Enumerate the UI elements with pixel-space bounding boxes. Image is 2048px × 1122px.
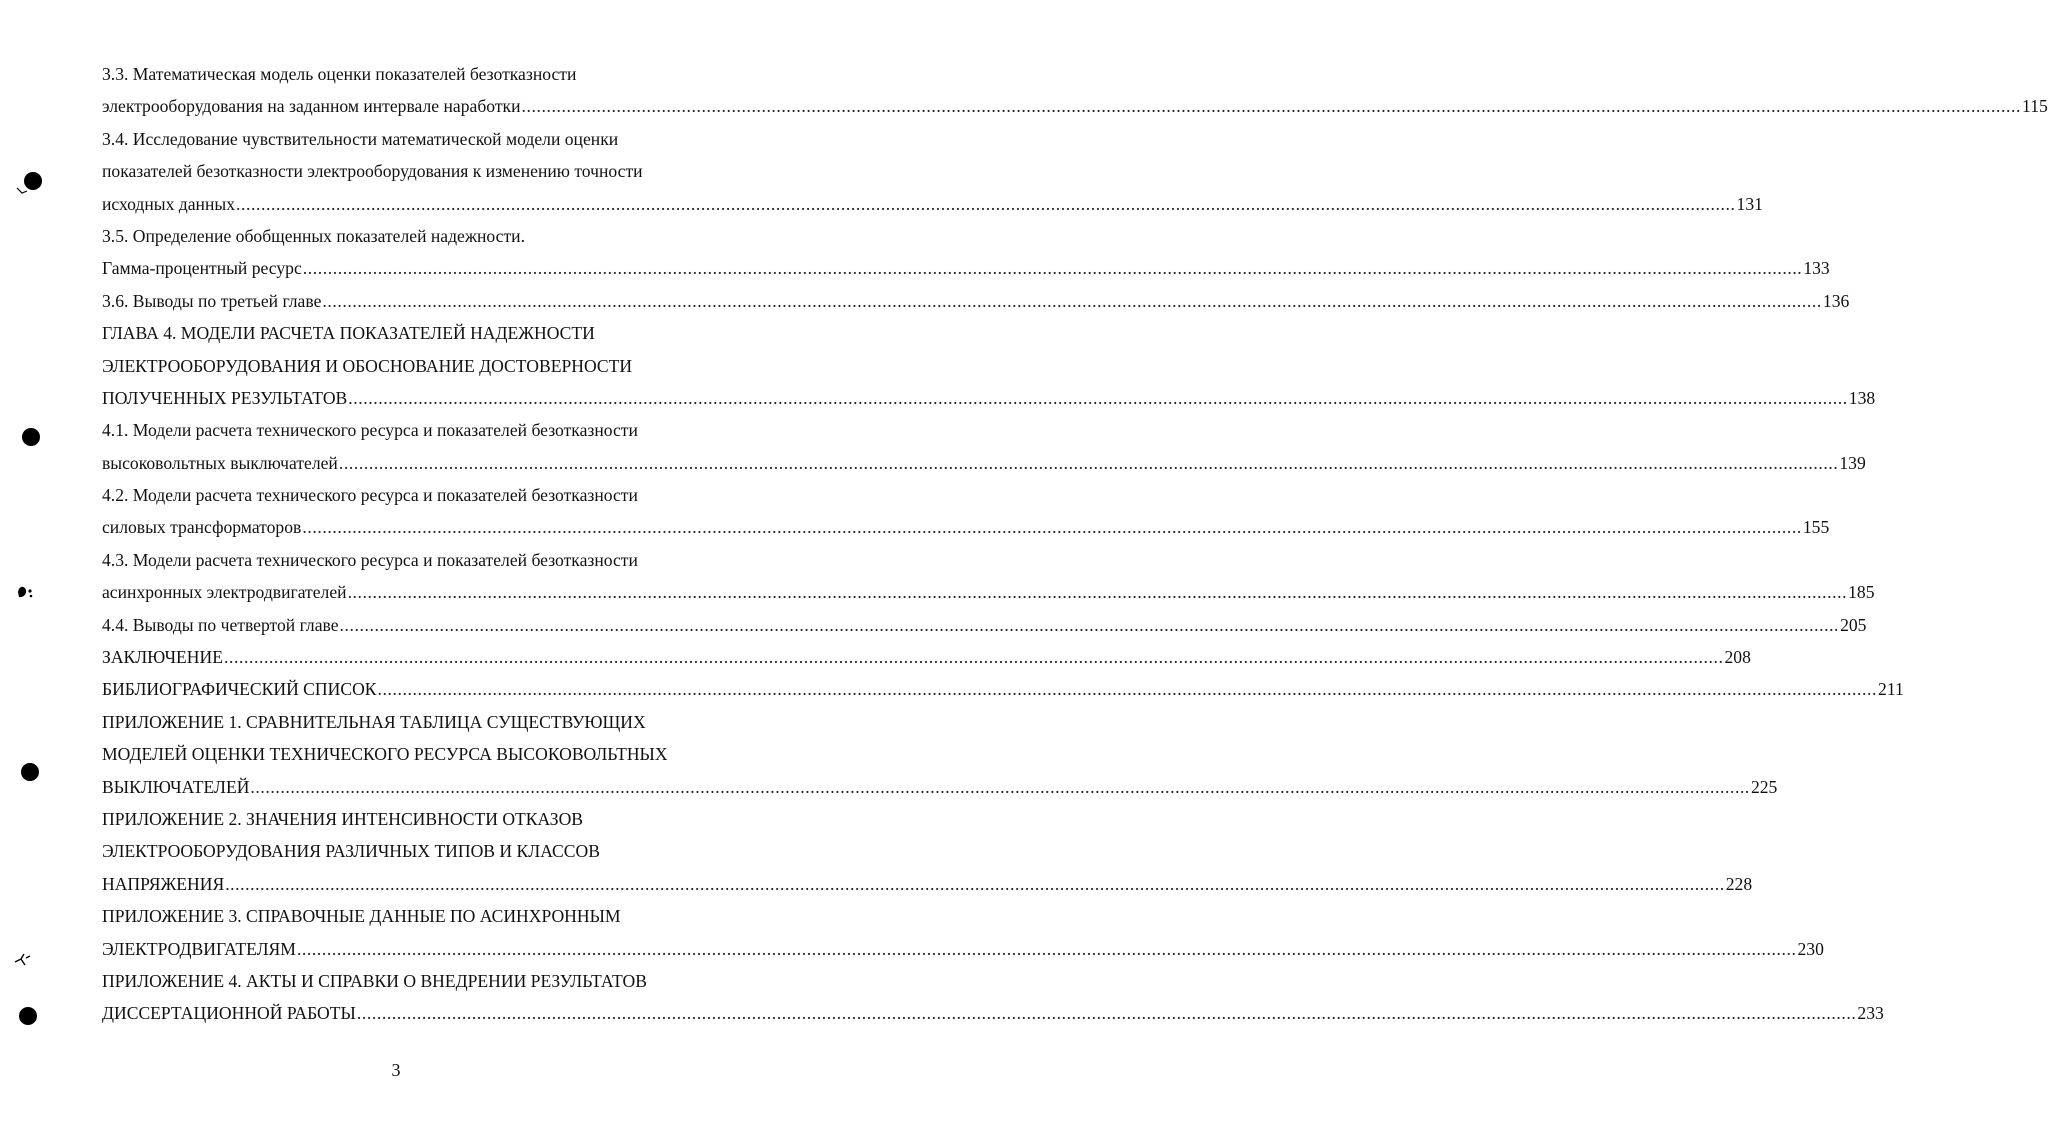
toc-page-number: 131 bbox=[1736, 193, 1763, 214]
toc-entry-text: ДИССЕРТАЦИОННОЙ РАБОТЫ bbox=[102, 1003, 356, 1024]
toc-entry-text: ПРИЛОЖЕНИЕ 1. СРАВНИТЕЛЬНАЯ ТАБЛИЦА СУЩЕСТВУЮЩИХ bbox=[102, 711, 646, 732]
dot-leader: ............................................................................................................................................................................................................................................................................................................ bbox=[338, 452, 1839, 473]
toc-line bbox=[102, 447, 1866, 479]
dot-leader: ............................................................................................................................................................................................................................................................................................................ bbox=[322, 290, 1822, 311]
toc-line bbox=[102, 933, 1824, 965]
toc-page-number: 138 bbox=[1848, 387, 1876, 408]
toc-entry-text: ПРИЛОЖЕНИЕ 3. СПРАВОЧНЫЕ ДАННЫЕ ПО АСИНХРОННЫМ bbox=[102, 906, 621, 927]
toc-entry-text: Гамма-процентный ресурс bbox=[102, 258, 302, 279]
toc-line bbox=[102, 188, 1763, 220]
scan-speck-1 bbox=[14, 582, 36, 602]
page-number: 3 bbox=[391, 1060, 401, 1080]
toc-line bbox=[102, 317, 750, 349]
toc-entry-text: 3.3. Математическая модель оценки показателей безотказности bbox=[102, 64, 577, 84]
dot-leader: ............................................................................................................................................................................................................................................................................................................ bbox=[302, 258, 1803, 279]
toc-entry-text: ГЛАВА 4. МОДЕЛИ РАСЧЕТА ПОКАЗАТЕЛЕЙ НАДЕЖНОСТИ bbox=[102, 323, 595, 344]
dot-leader: ............................................................................................................................................................................................................................................................................................................ bbox=[521, 96, 2022, 117]
punch-hole-3 bbox=[21, 763, 39, 781]
toc-entry-text: асинхронных электродвигателей bbox=[102, 582, 347, 603]
toc-entry-text: исходных данных bbox=[102, 193, 236, 214]
toc-entry-text: ЭЛЕКТРООБОРУДОВАНИЯ И ОБОСНОВАНИЕ ДОСТОВЕРНОСТИ bbox=[102, 355, 633, 376]
toc-line bbox=[102, 285, 1850, 317]
toc-page-number: 136 bbox=[1822, 290, 1850, 311]
dot-leader: ............................................................................................................................................................................................................................................................................................................ bbox=[225, 873, 1725, 894]
toc-entry-text: показателей безотказности электрооборудования к изменению точности bbox=[102, 161, 643, 182]
scan-speck-3 bbox=[14, 185, 32, 199]
toc-line bbox=[102, 350, 750, 382]
toc-entry-text: ПРИЛОЖЕНИЕ 4. АКТЫ И СПРАВКИ О ВНЕДРЕНИИ РЕЗУЛЬТАТОВ bbox=[102, 970, 647, 991]
scan-speck-2 bbox=[12, 950, 34, 970]
toc-line bbox=[102, 252, 1830, 284]
toc-entry-text: ЭЛЕКТРООБОРУДОВАНИЯ РАЗЛИЧНЫХ ТИПОВ И КЛАССОВ bbox=[102, 841, 600, 862]
toc-line bbox=[102, 738, 750, 770]
dot-leader: ............................................................................................................................................................................................................................................................................................................ bbox=[302, 517, 1802, 538]
toc-line bbox=[102, 997, 1884, 1029]
dot-leader: ............................................................................................................................................................................................................................................................................................................ bbox=[296, 938, 1797, 959]
toc-page-number: 225 bbox=[1750, 776, 1778, 797]
dot-leader: ............................................................................................................................................................................................................................................................................................................ bbox=[339, 614, 1840, 635]
toc-page-number: 233 bbox=[1857, 1003, 1884, 1024]
toc-entry-text: 4.2. Модели расчета технического ресурса и показателей безотказности bbox=[102, 485, 638, 506]
toc-page-number: 228 bbox=[1725, 873, 1753, 894]
toc-line bbox=[102, 544, 750, 576]
toc-entry-text: силовых трансформаторов bbox=[102, 517, 302, 538]
toc-page-number: 133 bbox=[1803, 258, 1830, 279]
toc-entry-text: 4.3. Модели расчета технического ресурса и показателей безотказности bbox=[102, 549, 638, 570]
dot-leader: ............................................................................................................................................................................................................................................................................................................ bbox=[223, 647, 1724, 668]
toc-entry-text: 3.5. Определение обобщенных показателей надежности. bbox=[102, 225, 525, 246]
toc-entry-text: МОДЕЛЕЙ ОЦЕНКИ ТЕХНИЧЕСКОГО РЕСУРСА ВЫСОКОВОЛЬТНЫХ bbox=[102, 744, 668, 765]
toc-entry-text: 4.1. Модели расчета технического ресурса и показателей безотказности bbox=[102, 420, 638, 441]
toc-entry-text: ПОЛУЧЕННЫХ РЕЗУЛЬТАТОВ bbox=[102, 387, 348, 408]
toc-page-number: 211 bbox=[1878, 679, 1904, 700]
dot-leader: ............................................................................................................................................................................................................................................................................................................ bbox=[347, 582, 1848, 603]
toc-page-number: 155 bbox=[1802, 517, 1830, 538]
toc-line bbox=[102, 609, 1867, 641]
dot-leader: ............................................................................................................................................................................................................................................................................................................ bbox=[348, 387, 1848, 408]
dot-leader: ............................................................................................................................................................................................................................................................................................................ bbox=[250, 776, 1750, 797]
toc-line bbox=[102, 90, 2048, 122]
toc-entry-text: ВЫКЛЮЧАТЕЛЕЙ bbox=[102, 776, 250, 797]
toc-entry-text: 3.4. Исследование чувствительности математической модели оценки bbox=[102, 128, 619, 149]
toc-line bbox=[102, 220, 750, 252]
toc-line bbox=[102, 803, 750, 835]
dot-leader: ............................................................................................................................................................................................................................................................................................................ bbox=[356, 1003, 1857, 1024]
toc-page-number: 205 bbox=[1840, 614, 1867, 635]
punch-hole-2 bbox=[22, 428, 40, 446]
toc-line bbox=[102, 641, 1751, 673]
toc-entry-text: высоковольтных выключателей bbox=[102, 452, 338, 473]
punch-hole-4 bbox=[19, 1007, 37, 1025]
toc-entry-text: ЭЛЕКТРОДВИГАТЕЛЯМ bbox=[102, 938, 296, 959]
dot-leader: ............................................................................................................................................................................................................................................................................................................ bbox=[236, 193, 1736, 214]
toc-line bbox=[102, 835, 750, 867]
table-of-contents bbox=[102, 58, 2048, 1030]
toc-page-number: 185 bbox=[1848, 582, 1875, 603]
toc-line bbox=[102, 673, 1904, 705]
toc-entry-text: 4.4. Выводы по четвертой главе bbox=[102, 614, 339, 635]
toc-page-number: 230 bbox=[1797, 938, 1824, 959]
toc-line bbox=[102, 58, 750, 90]
toc-page-number: 115 bbox=[2022, 96, 2048, 117]
toc-line bbox=[102, 155, 750, 187]
toc-entry-text: БИБЛИОГРАФИЧЕСКИЙ СПИСОК bbox=[102, 679, 377, 700]
toc-entry-text: ЗАКЛЮЧЕНИЕ bbox=[102, 647, 223, 668]
toc-line bbox=[102, 900, 750, 932]
toc-entry-text: электрооборудования на заданном интервале наработки bbox=[102, 96, 521, 117]
toc-line bbox=[102, 414, 750, 446]
toc-line bbox=[102, 868, 1753, 900]
toc-entry-text: ПРИЛОЖЕНИЕ 2. ЗНАЧЕНИЯ ИНТЕНСИВНОСТИ ОТКАЗОВ bbox=[102, 808, 584, 829]
toc-entry-text: 3.6. Выводы по третьей главе bbox=[102, 290, 322, 311]
toc-line bbox=[102, 706, 750, 738]
toc-line bbox=[102, 511, 1830, 543]
toc-line bbox=[102, 771, 1778, 803]
toc-line bbox=[102, 576, 1875, 608]
toc-page-number: 139 bbox=[1839, 452, 1866, 473]
toc-line bbox=[102, 382, 1876, 414]
toc-entry-text: НАПРЯЖЕНИЯ bbox=[102, 873, 225, 894]
toc-page-number: 208 bbox=[1724, 647, 1751, 668]
toc-line bbox=[102, 123, 750, 155]
toc-line bbox=[102, 965, 750, 997]
toc-line bbox=[102, 479, 750, 511]
dot-leader: ............................................................................................................................................................................................................................................................................................................ bbox=[377, 679, 1878, 700]
